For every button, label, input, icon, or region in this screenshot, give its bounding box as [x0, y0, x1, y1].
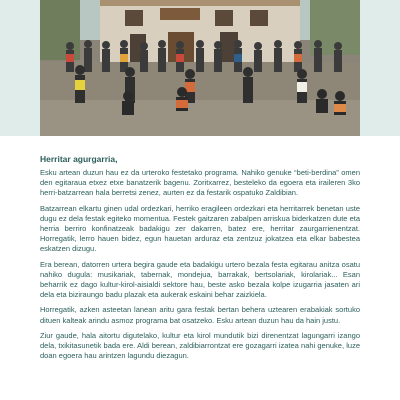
letter-paragraph: Ziur gaude, hala aitortu digutelako, kultur eta kirol mundutik bizi direnentzat lagungarri izango dela, txikitasunetik bada ere. Aldi berean, zaldibiarrontzat ere gozagarri izatea nahi genuke, luze doan egoera hau arintzen lagundu diezagun. [40, 330, 360, 361]
letter-paragraph: Batzarrean elkartu ginen udal ordezkari, herriko eragileen ordezkari eta herritarrek benetan uste dugu ez dela festak egiteko momentua. Festek gaitzaren zabalpen arriskua biderkatzen dute eta herria berriro konfinatzeak badakigu zer dakarren, batez ere, herritar zaurgarrienentzat. Horregatik, lerro hauen bidez, egun hauetan arduraz eta zentzuz jokatzea eta elkar babestea eskatzen dizugu. [40, 203, 360, 254]
letter-greeting: Herritar agurgarria, [40, 154, 118, 164]
letter-paragraph: Era berean, datorren urtera begira gaude eta badakigu urtero bezala festa egitarau anitza osatu nahiko dugula: musikariak, tabernak, mondejua, barrakak, bertsolariak, kirolariak... Esan beharrik ez dago kultur-kirol-aisialdi sektore hau, beste asko bezala kolpe izugarria jasaten ari dela eta biziraungo badu plazak eta aukerak eskaini behar zaizkiela. [40, 259, 360, 300]
group-photo-image [40, 0, 360, 136]
group-photo [40, 0, 360, 136]
letter-paragraph: Horregatik, azken asteetan lanean aritu gara festak bertan behera uztearen erabakiak sortuko dituen kalteak arindu asmoz programa bat osatzeko. Esku artean duzun hau da hain justu. [40, 305, 360, 325]
letter-paragraph: Esku artean duzun hau ez da urteroko festetako programa. Nahiko genuke “beti-berdina” omen den egitaraua etxez etxe banatzerik bagenu. Zoritxarrez, besteleko da egoera eta iraileren 3ko herri-batzarrean hala berretsi zenez, aurten ez da festarik ospatuko Zaldibian. [40, 168, 360, 198]
letter-body [40, 154, 360, 366]
